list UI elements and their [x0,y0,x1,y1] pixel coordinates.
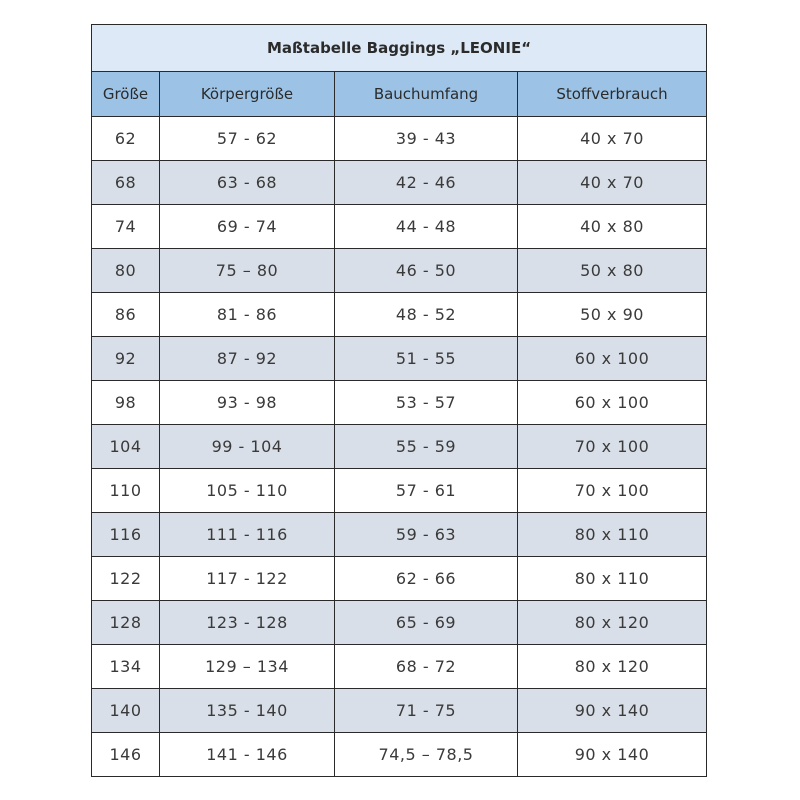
table-row [92,425,707,469]
table-row [92,117,707,161]
waist-cell: 65 - 69 [335,601,518,645]
waist-cell: 68 - 72 [335,645,518,689]
size-cell: 140 [92,689,160,733]
waist-cell: 71 - 75 [335,689,518,733]
size-cell: 104 [92,425,160,469]
body-height-cell: 117 - 122 [160,557,335,601]
body-height-cell: 63 - 68 [160,161,335,205]
fabric-cell: 80 x 120 [518,645,707,689]
fabric-cell: 60 x 100 [518,381,707,425]
table-row [92,205,707,249]
fabric-cell: 80 x 110 [518,557,707,601]
size-cell: 110 [92,469,160,513]
waist-cell: 62 - 66 [335,557,518,601]
table-title: Maßtabelle Baggings „LEONIE“ [92,25,707,72]
table-row [92,513,707,557]
body-height-cell: 135 - 140 [160,689,335,733]
fabric-cell: 90 x 140 [518,689,707,733]
body-height-cell: 69 - 74 [160,205,335,249]
waist-cell: 46 - 50 [335,249,518,293]
waist-cell: 44 - 48 [335,205,518,249]
waist-cell: 55 - 59 [335,425,518,469]
size-cell: 74 [92,205,160,249]
waist-cell: 57 - 61 [335,469,518,513]
fabric-cell: 80 x 110 [518,513,707,557]
waist-cell: 59 - 63 [335,513,518,557]
size-cell: 134 [92,645,160,689]
waist-cell: 42 - 46 [335,161,518,205]
table-row [92,733,707,777]
body-height-cell: 81 - 86 [160,293,335,337]
table-row [92,249,707,293]
body-height-cell: 99 - 104 [160,425,335,469]
table-row [92,337,707,381]
body-height-cell: 87 - 92 [160,337,335,381]
header-size: Größe [92,72,160,117]
fabric-cell: 40 x 70 [518,117,707,161]
header-body-height: Körpergröße [160,72,335,117]
table-row [92,601,707,645]
body-height-cell: 111 - 116 [160,513,335,557]
header-waist: Bauchumfang [335,72,518,117]
table-row [92,557,707,601]
waist-cell: 53 - 57 [335,381,518,425]
body-height-cell: 93 - 98 [160,381,335,425]
waist-cell: 48 - 52 [335,293,518,337]
body-height-cell: 105 - 110 [160,469,335,513]
fabric-cell: 50 x 90 [518,293,707,337]
waist-cell: 74,5 – 78,5 [335,733,518,777]
fabric-cell: 40 x 70 [518,161,707,205]
fabric-cell: 60 x 100 [518,337,707,381]
table-row [92,381,707,425]
size-cell: 68 [92,161,160,205]
fabric-cell: 80 x 120 [518,601,707,645]
fabric-cell: 40 x 80 [518,205,707,249]
fabric-cell: 50 x 80 [518,249,707,293]
size-table [91,24,707,777]
fabric-cell: 70 x 100 [518,425,707,469]
body-height-cell: 129 – 134 [160,645,335,689]
size-cell: 80 [92,249,160,293]
body-height-cell: 123 - 128 [160,601,335,645]
waist-cell: 39 - 43 [335,117,518,161]
table-row [92,645,707,689]
size-cell: 86 [92,293,160,337]
table-row [92,469,707,513]
size-cell: 146 [92,733,160,777]
size-cell: 116 [92,513,160,557]
size-cell: 92 [92,337,160,381]
body-height-cell: 57 - 62 [160,117,335,161]
size-cell: 62 [92,117,160,161]
fabric-cell: 90 x 140 [518,733,707,777]
size-cell: 128 [92,601,160,645]
table-row [92,689,707,733]
size-cell: 98 [92,381,160,425]
body-height-cell: 141 - 146 [160,733,335,777]
body-height-cell: 75 – 80 [160,249,335,293]
size-chart [91,24,706,776]
fabric-cell: 70 x 100 [518,469,707,513]
table-row [92,161,707,205]
waist-cell: 51 - 55 [335,337,518,381]
size-cell: 122 [92,557,160,601]
header-fabric: Stoffverbrauch [518,72,707,117]
table-row [92,293,707,337]
